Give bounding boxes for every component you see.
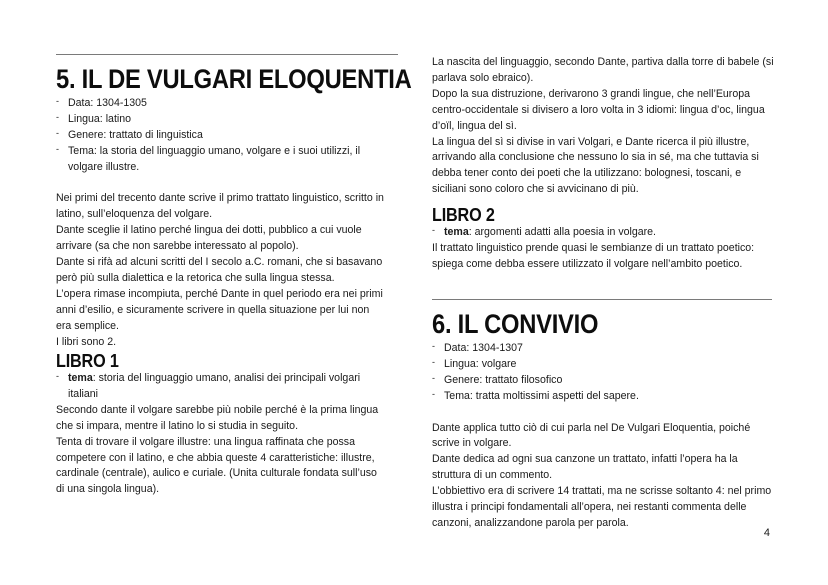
meta-item: - Lingua: volgare [432, 357, 774, 373]
paragraph: Nei primi del trecento dante scrive il primo trattato linguistico, scritto in latino, sull’eloquenza del volgare. [56, 192, 384, 221]
tema-item [432, 225, 774, 241]
tema-item [56, 371, 388, 403]
paragraph: Il trattato linguistico prende quasi le sembianze di un trattato poetico: spiega come debba essere utilizzato il volgare nell’ambito poetico. [432, 241, 755, 270]
section-title-de-vulgari: 5. IL DE VULGARI ELOQUENTIA [56, 64, 412, 94]
libro-1-block [56, 371, 388, 498]
meta-item: - Tema: tratta moltissimi aspetti del sapere. [432, 389, 774, 405]
paragraph: Dante sceglie il latino perché lingua dei dotti, pubblico a cui vuole arrivare (sa che non sarebbe interessato al popolo). [56, 224, 362, 253]
heading-libro-1: LIBRO 1 [56, 351, 119, 371]
meta-item: - Data: 1304-1307 [432, 341, 774, 357]
meta-item: - Lingua: latino [56, 112, 386, 128]
meta-item: - Data: 1304-1305 [56, 96, 386, 112]
paragraph: La nascita del linguaggio, secondo Dante, partiva dalla torre di babele (si parlava solo ebraico). [432, 56, 774, 84]
meta-list-convivio [432, 341, 774, 405]
page-number: 4 [763, 527, 770, 539]
paragraph: I libri sono 2. [56, 335, 117, 348]
paragraph: Tenta di trovare il volgare illustre: una lingua raffinata che possa competere con il latino, e che abbia queste 4 caratteristiche: illustre, cardinale (centrale), aulico e curiale. (Unita culturale fondata sull’uso di una singola lingua). [56, 435, 377, 496]
paragraph: Dopo la sua distruzione, derivarono 3 grandi lingue, che nell’Europa centro-occidentale si divisero a loro volta in 3 idiomi: lingua d’oc, lingua d’oïl, lingua del sì. [432, 87, 765, 132]
left-meta-block [56, 96, 386, 350]
libro-2-tema-list [432, 225, 774, 241]
tema-label: tema [68, 372, 93, 384]
paragraph: Dante dedica ad ogni sua canzone un trattato, infatti l’opera ha la struttura di un commento. [432, 453, 738, 482]
paragraph: L’opera rimase incompiuta, perché Dante in quel periodo era nei primi anni d’esilio, e sicuramente scrivere in quella situazione per lui non era semplice. [56, 287, 383, 332]
convivio-block [432, 341, 774, 532]
paragraph: Dante si rifà ad alcuni scritti del I secolo a.C. romani, che si basavano però più sulla dialettica e la retorica che sulla lingua stessa. [56, 256, 383, 284]
heading-libro-2: LIBRO 2 [432, 205, 495, 225]
tema-label: tema [444, 226, 469, 238]
meta-list-de-vulgari [56, 96, 386, 176]
libro-1-tema-list [56, 371, 388, 403]
paragraph: La lingua del sì si divise in vari Volgari, e Dante ricerca il più illustre, arrivando alla conclusione che nessuno lo sia in sé, ma che tuttavia si debba tener conto dei poeti che la utilizzano: bolognesi, toscani, e siciliani sono coloro che si avvicinano di più. [432, 135, 759, 196]
libro-2-block [432, 225, 774, 273]
meta-item: - Tema: la storia del linguaggio umano, volgare e i suoi utilizzi, il volgare illustre. [56, 144, 386, 176]
meta-item: - Genere: trattato filosofico [432, 373, 774, 389]
right-top-block [432, 55, 774, 198]
section-divider-left [56, 54, 398, 55]
section-divider-right [432, 299, 772, 300]
section-title-convivio: 6. IL CONVIVIO [432, 309, 599, 339]
meta-item: - Genere: trattato di linguistica [56, 128, 386, 144]
tema-text: : argomenti adatti alla poesia in volgare. [468, 226, 657, 238]
paragraph: L’obbiettivo era di scrivere 14 trattati, ma ne scrisse soltanto 4: nel primo illustra i principi fondamentali all’opera, nei restanti commenta delle canzoni, analizzandone parola per parola. [432, 485, 772, 529]
paragraph: Dante applica tutto ciò di cui parla nel De Vulgari Eloquentia, poiché scrive in volgare. [432, 421, 751, 450]
tema-text: : storia del linguaggio umano, analisi dei principali volgari italiani [68, 372, 361, 400]
paragraph: Secondo dante il volgare sarebbe più nobile perché è la prima lingua che si impara, mentre il latino lo si studia in seguito. [56, 403, 379, 432]
